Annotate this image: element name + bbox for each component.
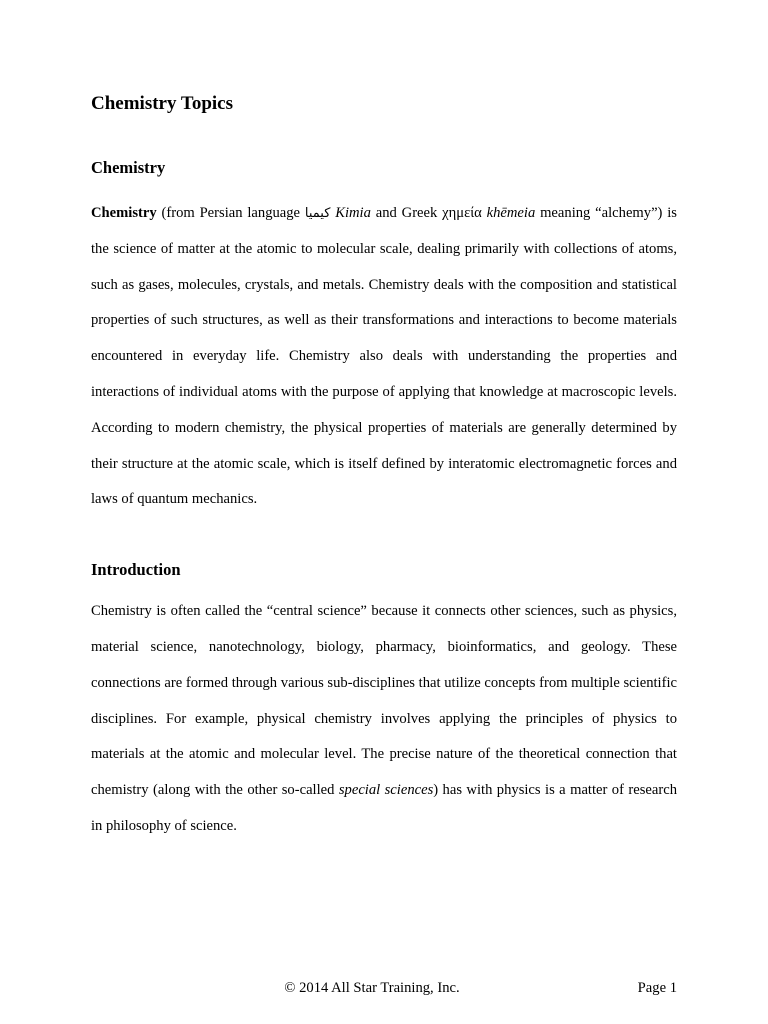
chemistry-lead-term: Chemistry: [91, 205, 157, 221]
chemistry-paragraph: [91, 196, 677, 518]
document-title: Chemistry Topics: [91, 93, 233, 114]
paragraph-text: meaning “alchemy”) is the science of matter at the atomic to molecular scale, dealing primarily with collections of atoms, such as gases, molecules, crystals, and metals. Chemistry deals with the composition and statistical properties of such structures, as well as their transformations and interactions to become materials encountered in everyday life. Chemistry also deals with understanding the properties and interactions of individual atoms with the purpose of applying that knowledge at macroscopic levels. According to modern chemistry, the physical properties of materials are generally determined by their structure at the atomic scale, which is itself defined by interatomic electromagnetic forces and laws of quantum mechanics.: [91, 205, 677, 508]
paragraph-text: (from Persian language: [156, 205, 305, 221]
footer-page-number: Page 1: [637, 980, 677, 996]
paragraph-text: Chemistry is often called the “central science” because it connects other sciences, such as physics, material science, nanotechnology, biology, pharmacy, bioinformatics, and geology. These connections are formed through various sub-disciplines that utilize concepts from multiple scientific disciplines. For example, physical chemistry involves applying the principles of physics to materials at the atomic and molecular level. The precise nature of the theoretical connection that chemistry (along with the other so-called: [91, 603, 677, 799]
introduction-paragraph: [91, 594, 677, 845]
khemeia-term: khēmeia: [486, 205, 536, 221]
section-heading-introduction: Introduction: [91, 560, 181, 580]
section-heading-chemistry: Chemistry: [91, 158, 166, 177]
document-body: [91, 90, 677, 845]
persian-word: کیمیا: [304, 206, 331, 221]
kimia-term: Kimia: [335, 205, 371, 221]
special-sciences-term: special sciences: [338, 782, 434, 799]
paragraph-text: and Greek χημεία: [370, 205, 487, 221]
paragraph-text: ) has with physics is a matter of research in philosophy of science.: [91, 782, 677, 834]
footer-copyright: © 2014 All Star Training, Inc.: [284, 980, 460, 996]
